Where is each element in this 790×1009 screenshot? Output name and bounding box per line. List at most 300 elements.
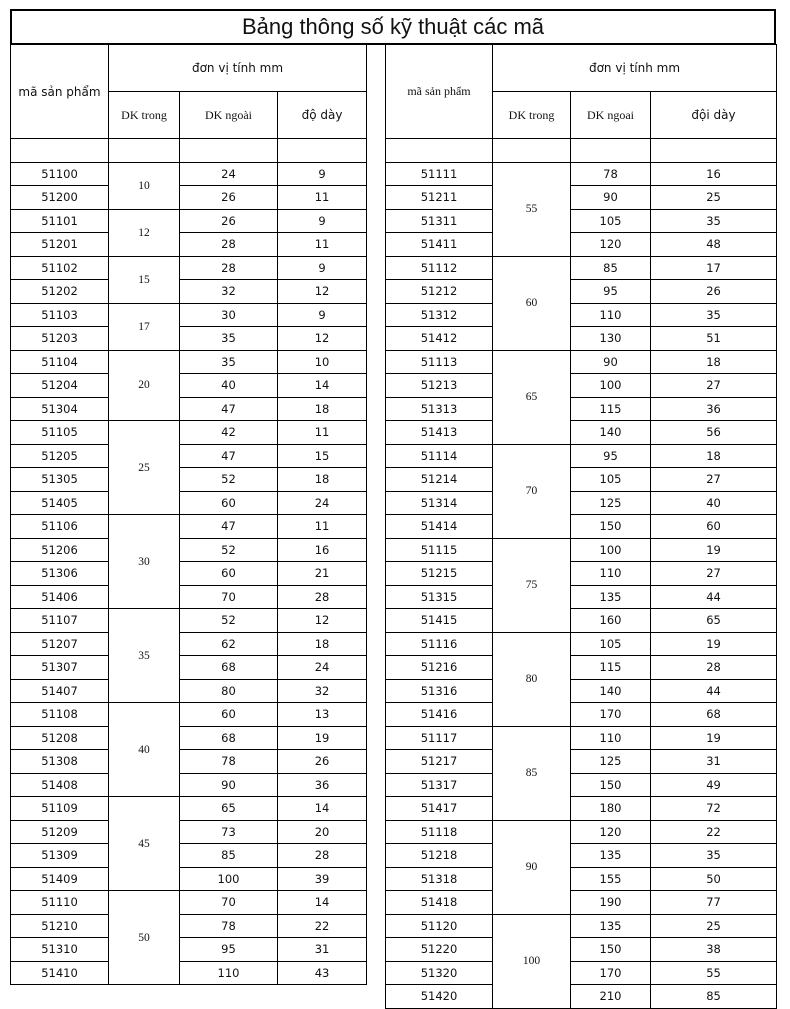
- product-code-cell: 51107: [11, 609, 109, 633]
- product-code-cell: 51105: [11, 421, 109, 445]
- product-code-cell: 51216: [386, 656, 493, 680]
- table-row: [386, 773, 777, 797]
- thickness-cell: 14: [278, 891, 367, 915]
- gap-cell: [386, 139, 493, 163]
- gap-cell: [278, 139, 367, 163]
- outer-diameter-cell: 60: [180, 562, 278, 586]
- product-code-cell: 51414: [386, 515, 493, 539]
- table-row: [11, 961, 367, 985]
- thickness-cell: 25: [651, 186, 777, 210]
- thickness-cell: 65: [651, 609, 777, 633]
- outer-diameter-cell: 95: [571, 444, 651, 468]
- thickness-cell: 60: [651, 515, 777, 539]
- product-code-cell: 51212: [386, 280, 493, 304]
- thickness-cell: 11: [278, 233, 367, 257]
- thickness-cell: 50: [651, 867, 777, 891]
- outer-diameter-cell: 115: [571, 656, 651, 680]
- table-row: [11, 538, 367, 562]
- product-code-cell: 51417: [386, 797, 493, 821]
- inner-diameter-cell: 80: [493, 632, 571, 726]
- product-code-cell: 51214: [386, 468, 493, 492]
- outer-diameter-cell: 60: [180, 703, 278, 727]
- table-row: [386, 186, 777, 210]
- product-code-cell: 51203: [11, 327, 109, 351]
- thickness-cell: 56: [651, 421, 777, 445]
- table-row: [386, 256, 777, 280]
- header-gap: [386, 139, 777, 163]
- thickness-cell: 18: [651, 350, 777, 374]
- product-code-cell: 51117: [386, 726, 493, 750]
- outer-diameter-cell: 120: [571, 233, 651, 257]
- thickness-cell: 18: [278, 397, 367, 421]
- outer-diameter-cell: 68: [180, 726, 278, 750]
- header-outer-diameter: DK ngoai: [571, 92, 651, 139]
- gap-cell: [109, 139, 180, 163]
- thickness-cell: 18: [278, 468, 367, 492]
- gap-cell: [651, 139, 777, 163]
- thickness-cell: 24: [278, 491, 367, 515]
- thickness-cell: 38: [651, 938, 777, 962]
- outer-diameter-cell: 47: [180, 444, 278, 468]
- outer-diameter-cell: 110: [180, 961, 278, 985]
- outer-diameter-cell: 70: [180, 585, 278, 609]
- table-row: [386, 938, 777, 962]
- table-row: [386, 914, 777, 938]
- table-row: [11, 679, 367, 703]
- outer-diameter-cell: 78: [180, 914, 278, 938]
- header-inner-diameter: DK trong: [493, 92, 571, 139]
- thickness-cell: 32: [278, 679, 367, 703]
- header-inner-diameter: DK trong: [109, 92, 180, 139]
- thickness-cell: 35: [651, 844, 777, 868]
- product-code-cell: 51405: [11, 491, 109, 515]
- outer-diameter-cell: 150: [571, 515, 651, 539]
- thickness-cell: 36: [278, 773, 367, 797]
- outer-diameter-cell: 52: [180, 468, 278, 492]
- outer-diameter-cell: 70: [180, 891, 278, 915]
- product-code-cell: 51312: [386, 303, 493, 327]
- inner-diameter-cell: 12: [109, 209, 180, 256]
- thickness-cell: 19: [651, 632, 777, 656]
- product-code-cell: 51215: [386, 562, 493, 586]
- outer-diameter-cell: 180: [571, 797, 651, 821]
- thickness-cell: 72: [651, 797, 777, 821]
- outer-diameter-cell: 125: [571, 750, 651, 774]
- table-row: [11, 609, 367, 633]
- thickness-cell: 31: [651, 750, 777, 774]
- table-row: [386, 891, 777, 915]
- inner-diameter-cell: 65: [493, 350, 571, 444]
- header-product-code: mã sản phẩm: [386, 45, 493, 139]
- header-unit: đơn vị tính mm: [109, 45, 367, 92]
- outer-diameter-cell: 170: [571, 961, 651, 985]
- outer-diameter-cell: 40: [180, 374, 278, 398]
- thickness-cell: 44: [651, 679, 777, 703]
- product-code-cell: 51209: [11, 820, 109, 844]
- product-code-cell: 51415: [386, 609, 493, 633]
- thickness-cell: 11: [278, 186, 367, 210]
- table-row: [11, 656, 367, 680]
- product-code-cell: 51416: [386, 703, 493, 727]
- outer-diameter-cell: 47: [180, 397, 278, 421]
- table-row: [386, 350, 777, 374]
- thickness-cell: 18: [278, 632, 367, 656]
- thickness-cell: 15: [278, 444, 367, 468]
- product-code-cell: 51308: [11, 750, 109, 774]
- product-code-cell: 51316: [386, 679, 493, 703]
- inner-diameter-cell: 25: [109, 421, 180, 515]
- product-code-cell: 51210: [11, 914, 109, 938]
- thickness-cell: 11: [278, 515, 367, 539]
- outer-diameter-cell: 85: [571, 256, 651, 280]
- product-code-cell: 51309: [11, 844, 109, 868]
- thickness-cell: 13: [278, 703, 367, 727]
- inner-diameter-cell: 90: [493, 820, 571, 914]
- thickness-cell: 16: [278, 538, 367, 562]
- header-thickness: đội dày: [651, 92, 777, 139]
- product-code-cell: 51118: [386, 820, 493, 844]
- product-code-cell: 51313: [386, 397, 493, 421]
- product-code-cell: 51315: [386, 585, 493, 609]
- inner-diameter-cell: 45: [109, 797, 180, 891]
- thickness-cell: 26: [651, 280, 777, 304]
- product-code-cell: 51306: [11, 562, 109, 586]
- table-row: [11, 820, 367, 844]
- product-code-cell: 51408: [11, 773, 109, 797]
- table-row: [11, 938, 367, 962]
- product-code-cell: 51205: [11, 444, 109, 468]
- outer-diameter-cell: 52: [180, 538, 278, 562]
- thickness-cell: 51: [651, 327, 777, 351]
- outer-diameter-cell: 100: [571, 374, 651, 398]
- thickness-cell: 24: [278, 656, 367, 680]
- gap-cell: [571, 139, 651, 163]
- thickness-cell: 17: [651, 256, 777, 280]
- table-row: [11, 491, 367, 515]
- header-gap: [11, 139, 367, 163]
- outer-diameter-cell: 110: [571, 562, 651, 586]
- spec-table-right: [385, 44, 777, 1009]
- outer-diameter-cell: 78: [571, 162, 651, 186]
- outer-diameter-cell: 35: [180, 327, 278, 351]
- page-title: Bảng thông số kỹ thuật các mã: [10, 9, 776, 45]
- table-row: [11, 186, 367, 210]
- inner-diameter-cell: 55: [493, 162, 571, 256]
- outer-diameter-cell: 135: [571, 844, 651, 868]
- table-row: [11, 750, 367, 774]
- product-code-cell: 51220: [386, 938, 493, 962]
- outer-diameter-cell: 26: [180, 186, 278, 210]
- product-code-cell: 51100: [11, 162, 109, 186]
- thickness-cell: 18: [651, 444, 777, 468]
- product-code-cell: 51304: [11, 397, 109, 421]
- product-code-cell: 51207: [11, 632, 109, 656]
- thickness-cell: 27: [651, 374, 777, 398]
- table-row: [386, 656, 777, 680]
- spec-table-left: [10, 44, 367, 985]
- product-code-cell: 51305: [11, 468, 109, 492]
- product-code-cell: 51103: [11, 303, 109, 327]
- thickness-cell: 16: [651, 162, 777, 186]
- product-code-cell: 51201: [11, 233, 109, 257]
- thickness-cell: 40: [651, 491, 777, 515]
- gap-cell: [180, 139, 278, 163]
- table-row: [11, 515, 367, 539]
- outer-diameter-cell: 24: [180, 162, 278, 186]
- product-code-cell: 51310: [11, 938, 109, 962]
- outer-diameter-cell: 140: [571, 679, 651, 703]
- table-row: [386, 867, 777, 891]
- outer-diameter-cell: 150: [571, 773, 651, 797]
- inner-diameter-cell: 75: [493, 538, 571, 632]
- outer-diameter-cell: 47: [180, 515, 278, 539]
- outer-diameter-cell: 120: [571, 820, 651, 844]
- table-row: [386, 468, 777, 492]
- product-code-cell: 51104: [11, 350, 109, 374]
- inner-diameter-cell: 60: [493, 256, 571, 350]
- table-row: [11, 256, 367, 280]
- product-code-cell: 51112: [386, 256, 493, 280]
- outer-diameter-cell: 80: [180, 679, 278, 703]
- product-code-cell: 51217: [386, 750, 493, 774]
- table-row: [386, 726, 777, 750]
- table-row: [386, 703, 777, 727]
- thickness-cell: 36: [651, 397, 777, 421]
- product-code-cell: 51202: [11, 280, 109, 304]
- product-code-cell: 51411: [386, 233, 493, 257]
- thickness-cell: 9: [278, 256, 367, 280]
- product-code-cell: 51410: [11, 961, 109, 985]
- outer-diameter-cell: 110: [571, 726, 651, 750]
- thickness-cell: 35: [651, 303, 777, 327]
- thickness-cell: 43: [278, 961, 367, 985]
- table-row: [386, 797, 777, 821]
- product-code-cell: 51208: [11, 726, 109, 750]
- product-code-cell: 51102: [11, 256, 109, 280]
- product-code-cell: 51211: [386, 186, 493, 210]
- outer-diameter-cell: 30: [180, 303, 278, 327]
- outer-diameter-cell: 170: [571, 703, 651, 727]
- product-code-cell: 51317: [386, 773, 493, 797]
- table-row: [11, 233, 367, 257]
- outer-diameter-cell: 105: [571, 632, 651, 656]
- product-code-cell: 51120: [386, 914, 493, 938]
- table-row: [11, 303, 367, 327]
- table-row: [11, 726, 367, 750]
- table-row: [386, 538, 777, 562]
- table-row: [11, 797, 367, 821]
- thickness-cell: 21: [278, 562, 367, 586]
- thickness-cell: 25: [651, 914, 777, 938]
- table-row: [386, 844, 777, 868]
- table-row: [386, 679, 777, 703]
- product-code-cell: 51412: [386, 327, 493, 351]
- product-code-cell: 51407: [11, 679, 109, 703]
- product-code-cell: 51200: [11, 186, 109, 210]
- header-product-code: mã sản phẩm: [11, 45, 109, 139]
- outer-diameter-cell: 190: [571, 891, 651, 915]
- outer-diameter-cell: 90: [571, 350, 651, 374]
- product-code-cell: 51320: [386, 961, 493, 985]
- table-row: [11, 844, 367, 868]
- outer-diameter-cell: 130: [571, 327, 651, 351]
- product-code-cell: 51101: [11, 209, 109, 233]
- outer-diameter-cell: 32: [180, 280, 278, 304]
- table-row: [11, 209, 367, 233]
- table-row: [386, 750, 777, 774]
- outer-diameter-cell: 95: [180, 938, 278, 962]
- product-code-cell: 51409: [11, 867, 109, 891]
- thickness-cell: 31: [278, 938, 367, 962]
- thickness-cell: 28: [278, 844, 367, 868]
- outer-diameter-cell: 160: [571, 609, 651, 633]
- table-row: [11, 397, 367, 421]
- inner-diameter-cell: 70: [493, 444, 571, 538]
- product-code-cell: 51406: [11, 585, 109, 609]
- outer-diameter-cell: 90: [571, 186, 651, 210]
- table-row: [11, 914, 367, 938]
- thickness-cell: 85: [651, 985, 777, 1009]
- table-row: [11, 562, 367, 586]
- outer-diameter-cell: 95: [571, 280, 651, 304]
- header-unit: đơn vị tính mm: [493, 45, 777, 92]
- thickness-cell: 39: [278, 867, 367, 891]
- outer-diameter-cell: 210: [571, 985, 651, 1009]
- outer-diameter-cell: 26: [180, 209, 278, 233]
- thickness-cell: 10: [278, 350, 367, 374]
- thickness-cell: 22: [651, 820, 777, 844]
- product-code-cell: 51206: [11, 538, 109, 562]
- outer-diameter-cell: 135: [571, 914, 651, 938]
- thickness-cell: 11: [278, 421, 367, 445]
- product-code-cell: 51116: [386, 632, 493, 656]
- inner-diameter-cell: 30: [109, 515, 180, 609]
- inner-diameter-cell: 40: [109, 703, 180, 797]
- thickness-cell: 12: [278, 280, 367, 304]
- header-outer-diameter: DK ngoài: [180, 92, 278, 139]
- outer-diameter-cell: 42: [180, 421, 278, 445]
- thickness-cell: 14: [278, 797, 367, 821]
- outer-diameter-cell: 35: [180, 350, 278, 374]
- gap-cell: [493, 139, 571, 163]
- product-code-cell: 51106: [11, 515, 109, 539]
- outer-diameter-cell: 60: [180, 491, 278, 515]
- thickness-cell: 9: [278, 162, 367, 186]
- thickness-cell: 44: [651, 585, 777, 609]
- outer-diameter-cell: 115: [571, 397, 651, 421]
- product-code-cell: 51113: [386, 350, 493, 374]
- outer-diameter-cell: 62: [180, 632, 278, 656]
- thickness-cell: 27: [651, 562, 777, 586]
- table-row: [386, 491, 777, 515]
- table-row: [11, 891, 367, 915]
- table-row: [11, 350, 367, 374]
- inner-diameter-cell: 17: [109, 303, 180, 350]
- outer-diameter-cell: 65: [180, 797, 278, 821]
- thickness-cell: 12: [278, 609, 367, 633]
- thickness-cell: 22: [278, 914, 367, 938]
- table-row: [386, 562, 777, 586]
- table-row: [386, 444, 777, 468]
- outer-diameter-cell: 105: [571, 209, 651, 233]
- product-code-cell: 51307: [11, 656, 109, 680]
- table-row: [386, 820, 777, 844]
- gap-cell: [11, 139, 109, 163]
- table-row: [11, 280, 367, 304]
- table-row: [11, 773, 367, 797]
- table-row: [386, 280, 777, 304]
- outer-diameter-cell: 78: [180, 750, 278, 774]
- product-code-cell: 51204: [11, 374, 109, 398]
- thickness-cell: 26: [278, 750, 367, 774]
- inner-diameter-cell: 50: [109, 891, 180, 985]
- table-row: [386, 585, 777, 609]
- thickness-cell: 27: [651, 468, 777, 492]
- product-code-cell: 51108: [11, 703, 109, 727]
- outer-diameter-cell: 135: [571, 585, 651, 609]
- table-row: [386, 162, 777, 186]
- outer-diameter-cell: 85: [180, 844, 278, 868]
- thickness-cell: 55: [651, 961, 777, 985]
- thickness-cell: 9: [278, 209, 367, 233]
- product-code-cell: 51311: [386, 209, 493, 233]
- thickness-cell: 68: [651, 703, 777, 727]
- product-code-cell: 51109: [11, 797, 109, 821]
- outer-diameter-cell: 150: [571, 938, 651, 962]
- table-row: [11, 327, 367, 351]
- thickness-cell: 28: [278, 585, 367, 609]
- product-code-cell: 51314: [386, 491, 493, 515]
- table-row: [11, 468, 367, 492]
- product-code-cell: 51110: [11, 891, 109, 915]
- outer-diameter-cell: 28: [180, 256, 278, 280]
- thickness-cell: 35: [651, 209, 777, 233]
- table-row: [11, 444, 367, 468]
- product-code-cell: 51318: [386, 867, 493, 891]
- table-row: [11, 703, 367, 727]
- thickness-cell: 19: [651, 538, 777, 562]
- table-row: [386, 632, 777, 656]
- product-code-cell: 51111: [386, 162, 493, 186]
- table-row: [11, 585, 367, 609]
- table-row: [386, 985, 777, 1009]
- outer-diameter-cell: 100: [180, 867, 278, 891]
- table-row: [386, 421, 777, 445]
- outer-diameter-cell: 155: [571, 867, 651, 891]
- outer-diameter-cell: 68: [180, 656, 278, 680]
- outer-diameter-cell: 105: [571, 468, 651, 492]
- outer-diameter-cell: 52: [180, 609, 278, 633]
- product-code-cell: 51418: [386, 891, 493, 915]
- inner-diameter-cell: 35: [109, 609, 180, 703]
- thickness-cell: 48: [651, 233, 777, 257]
- table-row: [386, 374, 777, 398]
- product-code-cell: 51413: [386, 421, 493, 445]
- header-thickness: độ dày: [278, 92, 367, 139]
- outer-diameter-cell: 140: [571, 421, 651, 445]
- inner-diameter-cell: 15: [109, 256, 180, 303]
- table-row: [386, 397, 777, 421]
- table-row: [11, 867, 367, 891]
- table-row: [11, 374, 367, 398]
- table-row: [11, 421, 367, 445]
- product-code-cell: 51115: [386, 538, 493, 562]
- product-code-cell: 51213: [386, 374, 493, 398]
- table-row: [11, 162, 367, 186]
- thickness-cell: 12: [278, 327, 367, 351]
- thickness-cell: 19: [651, 726, 777, 750]
- table-row: [386, 303, 777, 327]
